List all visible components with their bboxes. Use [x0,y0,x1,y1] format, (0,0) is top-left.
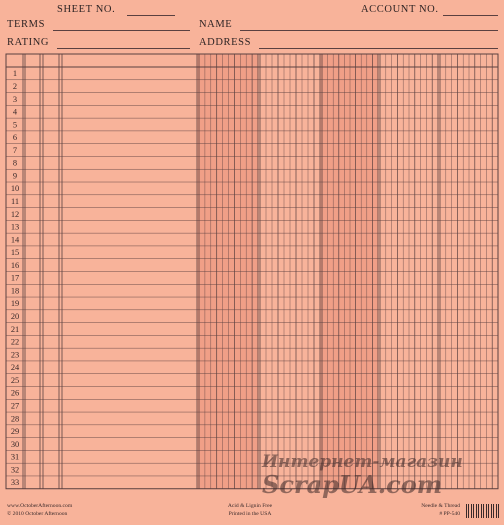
row-number: 1 [12,69,18,79]
footer-product-code: # PP-540 [439,511,460,517]
rating-label: RATING [7,37,50,48]
row-number: 25 [10,375,20,385]
footer-copyright: © 2010 October Afternoon [7,511,68,517]
watermark-line2: ScrapUA.com [262,470,443,499]
footer-acid-free: Acid & Lignin Free [227,503,273,509]
row-number: 5 [12,120,18,130]
barcode [466,504,500,518]
footer-collection: Needle & Thread [421,503,460,509]
row-number: 8 [12,158,18,168]
row-number: 24 [10,363,20,373]
row-number: 20 [10,312,20,322]
footer-printed: Printed in the USA [228,511,272,517]
row-number: 29 [10,427,20,437]
row-number: 19 [10,299,20,309]
row-number: 18 [10,286,20,296]
row-number: 15 [10,248,20,258]
row-number: 17 [10,273,20,283]
row-number: 28 [10,414,20,424]
row-number: 30 [10,439,20,449]
row-number: 14 [10,235,20,245]
row-number: 6 [12,133,18,143]
address-label: ADDRESS [199,37,252,48]
row-number: 13 [10,222,20,232]
row-number: 21 [10,324,20,334]
row-number: 12 [10,209,20,219]
row-number: 7 [12,145,18,155]
account-no-label: ACCOUNT NO. [361,4,439,15]
row-number: 32 [10,465,20,475]
sheet-no-label: SHEET NO. [57,4,116,15]
row-number: 16 [10,260,20,270]
row-number: 11 [10,197,20,207]
row-number: 4 [12,107,18,117]
watermark-line1: Интернет-магазин [262,452,463,472]
footer-website: www.OctoberAfternoon.com [7,503,73,509]
name-label: NAME [199,19,233,30]
terms-label: TERMS [7,19,46,30]
row-number: 3 [12,94,18,104]
row-number: 31 [10,452,20,462]
row-number: 9 [12,171,18,181]
row-number: 2 [12,81,18,91]
row-number: 27 [10,401,20,411]
row-number: 22 [10,337,20,347]
row-number: 33 [10,478,20,488]
row-number: 10 [10,184,20,194]
row-number: 23 [10,350,20,360]
row-number: 26 [10,388,20,398]
